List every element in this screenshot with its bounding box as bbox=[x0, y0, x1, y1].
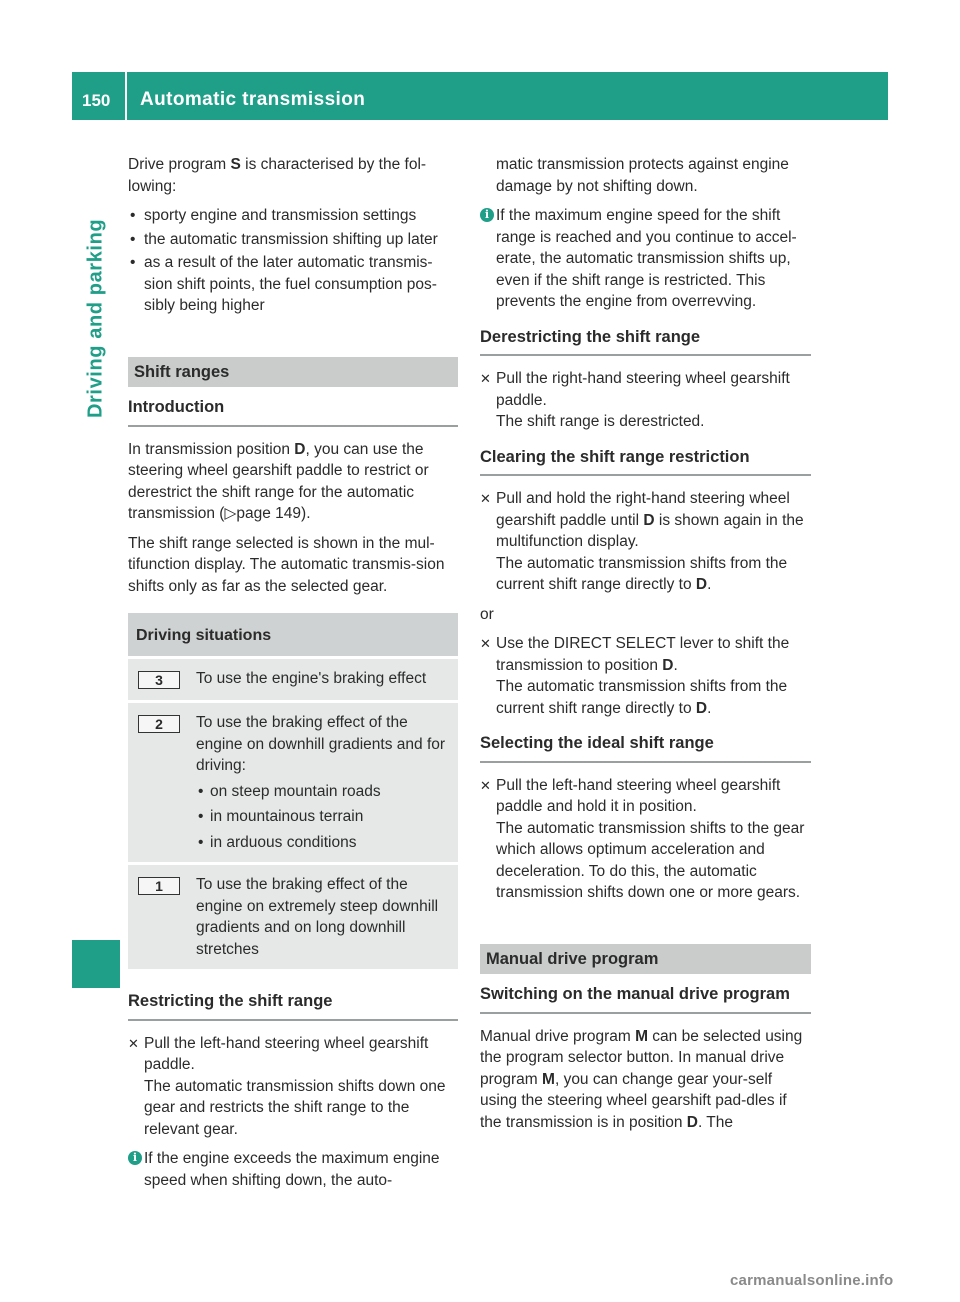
section-title: Automatic transmission bbox=[140, 89, 366, 110]
instruction-step: ✕ Use the DIRECT SELECT lever to shift the transmission to position D. The automatic transmission shifts from the current shift range directly to D. bbox=[480, 635, 790, 717]
list-item: • in arduous conditions bbox=[196, 832, 452, 854]
manual-paragraph: Manual drive program M can be selected using the program selector button. In manual drive program M, you can change gear your-self using the steering wheel gearshift pad-dles if the transmission is in position D. The bbox=[480, 1027, 803, 1131]
header-divider bbox=[125, 72, 127, 120]
gear-key-icon: 3 bbox=[138, 671, 180, 689]
page-header bbox=[72, 72, 888, 120]
list-item: • in mountainous terrain bbox=[196, 806, 452, 828]
list-item: • sporty engine and transmission settings bbox=[128, 205, 458, 227]
heading-derestricting: Derestricting the shift range bbox=[480, 327, 811, 357]
heading-ideal-shift-range: Selecting the ideal shift range bbox=[480, 733, 811, 763]
info-icon: i bbox=[480, 208, 494, 222]
arrow-icon: ✕ bbox=[480, 371, 491, 386]
instruction-step: ✕ Pull and hold the right-hand steering wheel gearshift paddle until D is shown again in the multifunction display. The automatic transmission shifts from the current shift range directly to D. bbox=[480, 490, 804, 593]
introduction-paragraph: In transmission position D, you can use the steering wheel gearshift paddle to restrict or derestrict the shift range for the automatic transmission (▷page 149). bbox=[128, 440, 429, 522]
instruction-step: ✕ Pull the right-hand steering wheel gearshift paddle. The shift range is derestricted. bbox=[480, 370, 790, 430]
instruction-step: ✕ Pull the left-hand steering wheel gearshift paddle. The automatic transmission shifts down one gear and restricts the shift range to the relevant gear. bbox=[128, 1034, 446, 1138]
left-column bbox=[128, 154, 458, 1201]
table-row bbox=[128, 702, 458, 864]
right-column bbox=[480, 154, 811, 1141]
table-row bbox=[128, 657, 458, 702]
section-heading-manual: Manual drive program bbox=[480, 944, 811, 975]
info-icon: i bbox=[128, 1151, 142, 1165]
gear-key-icon: 2 bbox=[138, 715, 180, 733]
note: i If the maximum engine speed for the shift range is reached and you continue to accel-erate, the automatic transmission shifts up, even if the shift range is restricted. This prevents the engine from overrevving. bbox=[480, 205, 811, 313]
side-tab-label: Driving and parking bbox=[84, 218, 107, 418]
table-header: Driving situations bbox=[128, 613, 458, 657]
heading-switching-manual: Switching on the manual drive program bbox=[480, 984, 811, 1014]
table-cell: To use the engine's braking effect bbox=[190, 657, 458, 702]
shift-display-paragraph: The shift range selected is shown in the mul-tifunction display. The automatic transmis-sion shifts only as far as the selected gear. bbox=[128, 534, 445, 595]
instruction-step: ✕ Pull the left-hand steering wheel gearshift paddle and hold it in position. The automatic transmission shifts to the gear which allows optimum acceleration and deceleration. To do this, the automatic transmission shifts down one or more gears. bbox=[480, 776, 805, 901]
gear-key-icon: 1 bbox=[138, 877, 180, 895]
arrow-icon: ✕ bbox=[128, 1035, 139, 1051]
watermark: carmanualsonline.info bbox=[730, 1272, 894, 1289]
arrow-icon: ✕ bbox=[480, 491, 491, 506]
side-tab bbox=[72, 128, 120, 1188]
side-tab-block bbox=[72, 940, 120, 988]
list-item: • on steep mountain roads bbox=[196, 781, 452, 803]
table-row bbox=[128, 864, 458, 970]
or-text: or bbox=[480, 605, 494, 623]
page-number: 150 bbox=[82, 91, 111, 110]
arrow-icon: ✕ bbox=[480, 777, 491, 793]
page-ref-icon: ▷ bbox=[224, 505, 237, 522]
note-continued: matic transmission protects against engine damage by not shifting down. bbox=[496, 156, 789, 195]
heading-clearing: Clearing the shift range restriction bbox=[480, 447, 811, 477]
heading-restricting: Restricting the shift range bbox=[128, 991, 458, 1021]
table-cell: To use the braking effect of the engine on downhill gradients and for driving: • on steep mountain roads • in mountainous terrain • in arduous conditions bbox=[190, 702, 458, 864]
section-heading-shift-ranges: Shift ranges bbox=[128, 357, 458, 388]
table-cell: To use the braking effect of the engine on extremely steep downhill gradients and on long downhill stretches bbox=[190, 864, 458, 970]
driving-situations-table bbox=[128, 613, 458, 969]
intro-paragraph: Drive program S is characterised by the fol-lowing: bbox=[128, 156, 427, 195]
list-item: • as a result of the later automatic transmis-sion shift points, the fuel consumption pos-sibly being higher bbox=[128, 252, 458, 317]
heading-introduction: Introduction bbox=[128, 397, 458, 427]
arrow-icon: ✕ bbox=[480, 636, 491, 651]
list-item: • the automatic transmission shifting up later bbox=[128, 229, 458, 251]
note: i If the engine exceeds the maximum engine speed when shifting down, the auto- bbox=[128, 1148, 458, 1191]
